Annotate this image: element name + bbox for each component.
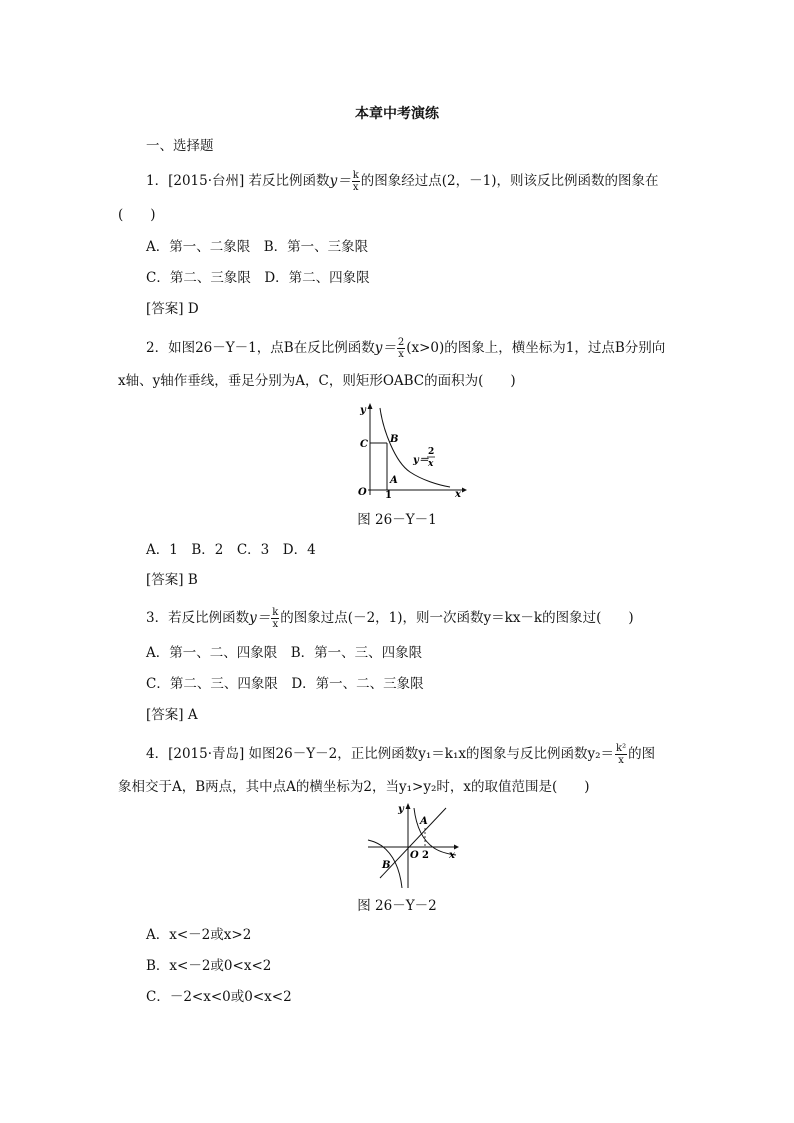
page-title: 本章中考演练: [355, 106, 439, 122]
fig1-label-y: y: [360, 405, 366, 416]
fig1-label-B: B: [390, 434, 399, 445]
fig1-label-A: A: [390, 475, 398, 486]
fig2-label-x: x: [449, 850, 455, 861]
q4-stem: [146, 743, 655, 766]
q4-prefix: 4．[2015·青岛] 如图26－Y－2，正比例函数y₁＝k₁x的图象与反比例函数y₂＝: [146, 746, 615, 762]
fig1-curve-label-den: x: [428, 459, 434, 469]
q1-options-ab: A．第一、二象限 B．第一、三象限: [146, 239, 369, 255]
fig1-curve-label-num: 2: [428, 447, 435, 457]
q3-options-ab: A．第一、二、四象限 B．第一、三、四象限: [146, 645, 423, 661]
q3-stem: [146, 607, 634, 630]
q3-prefix: 3．若反比例函数: [146, 610, 250, 626]
q1-answer-paren: ( ): [118, 207, 156, 223]
fig1-x-arrow: [462, 488, 467, 493]
fig2-x-arrow: [454, 845, 459, 850]
fig2-label-y: y: [398, 804, 404, 815]
q2-options: A．1 B．2 C．3 D．4: [146, 542, 316, 558]
fig2-y-arrow: [406, 803, 411, 809]
q4-option-a: A．x<－2或x>2: [146, 927, 252, 943]
q4-option-c: C．－2<x<0或0<x<2: [146, 989, 292, 1005]
q2-fraction: [397, 337, 405, 360]
figure-26-Y-2-caption: 图 26－Y－2: [357, 898, 437, 914]
q1-options-cd: C．第二、三象限 D．第二、四象限: [146, 270, 370, 286]
q2-answer: [答案] B: [146, 572, 198, 588]
figure-26-Y-1: [350, 400, 470, 500]
q1-suffix: 的图象经过点(2，－1)，则该反比例函数的图象在: [360, 173, 659, 189]
q4-frac-num: k²: [616, 743, 627, 754]
fig1-label-1: 1: [385, 490, 392, 500]
q1-fraction: [352, 170, 360, 193]
fig1-label-x: x: [455, 489, 461, 500]
fig1-y-arrow: [368, 403, 373, 409]
q2-stem-line2: x轴、y轴作垂线，垂足分别为A，C，则矩形OABC的面积为( ): [118, 373, 516, 389]
q4-stem-line2: 象相交于A，B两点，其中点A的横坐标为2，当y₁>y₂时，x的取值范围是( ): [118, 779, 590, 795]
q3-suffix: 的图象过点(－2，1)，则一次函数y＝kx－k的图象过( ): [280, 610, 634, 626]
q4-option-b: B．x<－2或0<x<2: [146, 958, 272, 974]
q1-y-eq: y＝: [329, 173, 351, 189]
q3-fraction: [271, 607, 279, 630]
q1-prefix: 1．[2015·台州] 若反比例函数: [146, 173, 330, 189]
figure-26-Y-2: [364, 800, 464, 890]
q1-stem: [146, 170, 658, 193]
q4-suffix: 的图: [628, 746, 656, 762]
q3-options-cd: C．第二、三、四象限 D．第一、二、三象限: [146, 676, 424, 692]
fig2-label-B: B: [382, 860, 391, 871]
fig2-label-2: 2: [422, 850, 429, 861]
q3-y-eq: y＝: [249, 610, 271, 626]
q2-frac-den: x: [398, 349, 404, 360]
section-heading: 一、选择题: [146, 138, 214, 154]
q2-stem: [146, 337, 665, 360]
q2-y-eq: y＝: [374, 340, 396, 356]
figure-26-Y-1-caption: 图 26－Y－1: [357, 512, 437, 528]
q4-frac-den: x: [618, 755, 624, 766]
q3-frac-den: x: [272, 619, 279, 630]
q1-frac-num: k: [352, 170, 359, 181]
q3-answer: [答案] A: [146, 707, 198, 723]
q2-frac-num: 2: [397, 337, 405, 348]
fig1-label-O: O: [358, 487, 367, 498]
q2-suffix: (x>0)的图象上，横坐标为1，过点B分别向: [406, 340, 666, 356]
q2-prefix: 2．如图26－Y－1，点B在反比例函数: [146, 340, 375, 356]
q4-fraction: [615, 743, 627, 766]
q1-answer: [答案] D: [146, 301, 199, 317]
fig2-label-O: O: [410, 850, 419, 861]
fig1-label-C: C: [360, 439, 368, 450]
fig1-curve-label-y: y＝: [413, 455, 429, 466]
fig2-label-A: A: [420, 816, 428, 827]
q3-frac-num: k: [272, 607, 279, 618]
q1-frac-den: x: [352, 182, 359, 193]
